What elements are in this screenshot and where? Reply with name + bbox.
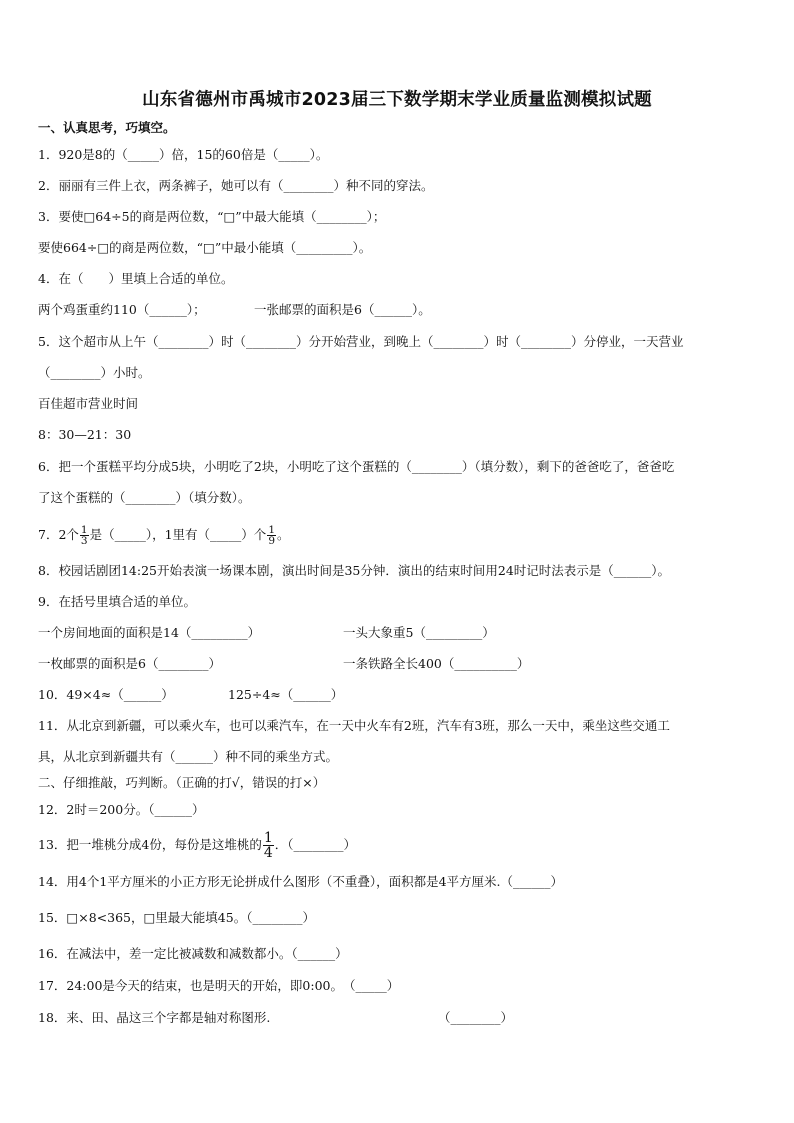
question-1: 1．920是8的（_____）倍，15的60倍是（_____）。 xyxy=(38,147,329,162)
question-17: 17．24:00是今天的结束，也是明天的开始，即0:00。 （_____） xyxy=(38,978,400,993)
question-7-prefix: 7．2个 xyxy=(38,527,79,542)
fraction-one-ninth xyxy=(267,525,276,547)
question-12: 12．2时＝200分。（______） xyxy=(38,802,205,817)
question-8: 8．校园话剧团14:25开始表演一场课本剧，演出时间是35分钟．演出的结束时间用24时记时法表示是（______）。 xyxy=(38,563,671,578)
question-18-answer-blank: （________） xyxy=(438,1010,514,1025)
question-18: 18．来、田、晶这三个字都是轴对称图形. xyxy=(38,1010,271,1025)
question-6b: 了这个蛋糕的（________）（填分数）。 xyxy=(38,490,251,505)
question-9: 9．在括号里填合适的单位。 xyxy=(38,594,196,609)
question-9d: 一条铁路全长400（__________） xyxy=(343,656,530,671)
fraction-one-third xyxy=(80,525,89,547)
question-9b: 一头大象重5（_________） xyxy=(343,625,495,640)
fraction-denominator: 4 xyxy=(263,845,273,861)
question-13-end: ．（________） xyxy=(274,837,357,852)
question-13 xyxy=(38,828,356,862)
question-6a: 6．把一个蛋糕平均分成5块，小明吃了2块，小明吃了这个蛋糕的（________）（填分数），剩下的爸爸吃了，爸爸吃 xyxy=(38,459,675,474)
question-9c: 一枚邮票的面积是6（________） xyxy=(38,656,221,671)
question-14: 14．用4个1平方厘米的小正方形无论拼成什么图形（不重叠），面积都是4平方厘米.（______） xyxy=(38,874,563,889)
fraction-numerator: 1 xyxy=(80,523,88,536)
question-5a: 5．这个超市从上午（________）时（________）分开始营业，到晚上（________）时（________）分停业，一天营业 xyxy=(38,334,684,349)
fraction-numerator: 1 xyxy=(268,523,275,536)
page-title: 山东省德州市禹城市2023届三下数学期末学业质量监测模拟试题 xyxy=(142,90,652,110)
question-7-end: 。 xyxy=(277,527,290,542)
question-9a: 一个房间地面的面积是14（_________） xyxy=(38,625,261,640)
question-7 xyxy=(38,520,290,550)
fraction-denominator: 3 xyxy=(80,535,88,547)
question-5c: 百佳超市营业时间 xyxy=(38,396,139,411)
question-4: 4．在（ ）里填上合适的单位。 xyxy=(38,271,234,286)
question-10b: 125÷4≈（______） xyxy=(228,687,344,702)
question-11a: 11．从北京到新疆，可以乘火车，也可以乘汽车，在一天中火车有2班，汽车有3班，那么一天中，乘坐这些交通工 xyxy=(38,718,670,733)
question-3a: 3．要使□64÷5的商是两位数，“□”中最大能填（________）； xyxy=(38,209,386,224)
question-15: 15．□×8<365，□里最大能填45。（________） xyxy=(38,910,315,925)
question-7-middle: 是（_____），1里有（_____）个 xyxy=(89,527,267,542)
question-10a: 10．49×4≈（______） xyxy=(38,687,174,702)
question-4b: 一张邮票的面积是6（______）。 xyxy=(254,302,431,317)
fraction-denominator: 9 xyxy=(268,535,275,547)
question-2: 2．丽丽有三件上衣，两条裤子，她可以有（________）种不同的穿法。 xyxy=(38,178,434,193)
question-5d: 8：30—21：30 xyxy=(38,427,132,442)
question-3b: 要使664÷□的商是两位数，“□”中最小能填（_________）。 xyxy=(38,240,372,255)
question-13-prefix: 13．把一堆桃分成4份，每份是这堆桃的 xyxy=(38,837,262,852)
section-1-heading: 一、认真思考，巧填空。 xyxy=(38,120,176,135)
question-16: 16．在减法中，差一定比被减数和减数都小。（______） xyxy=(38,946,348,961)
section-2-heading: 二、仔细推敲，巧判断。（正确的打√，错误的打×） xyxy=(38,775,326,790)
question-5b: （________）小时。 xyxy=(38,365,151,380)
question-11b: 具，从北京到新疆共有（______）种不同的乘坐方式。 xyxy=(38,749,339,764)
fraction-numerator: 1 xyxy=(263,830,273,846)
question-4a: 两个鸡蛋重约110（______）； xyxy=(38,302,206,317)
fraction-one-quarter xyxy=(263,831,274,860)
